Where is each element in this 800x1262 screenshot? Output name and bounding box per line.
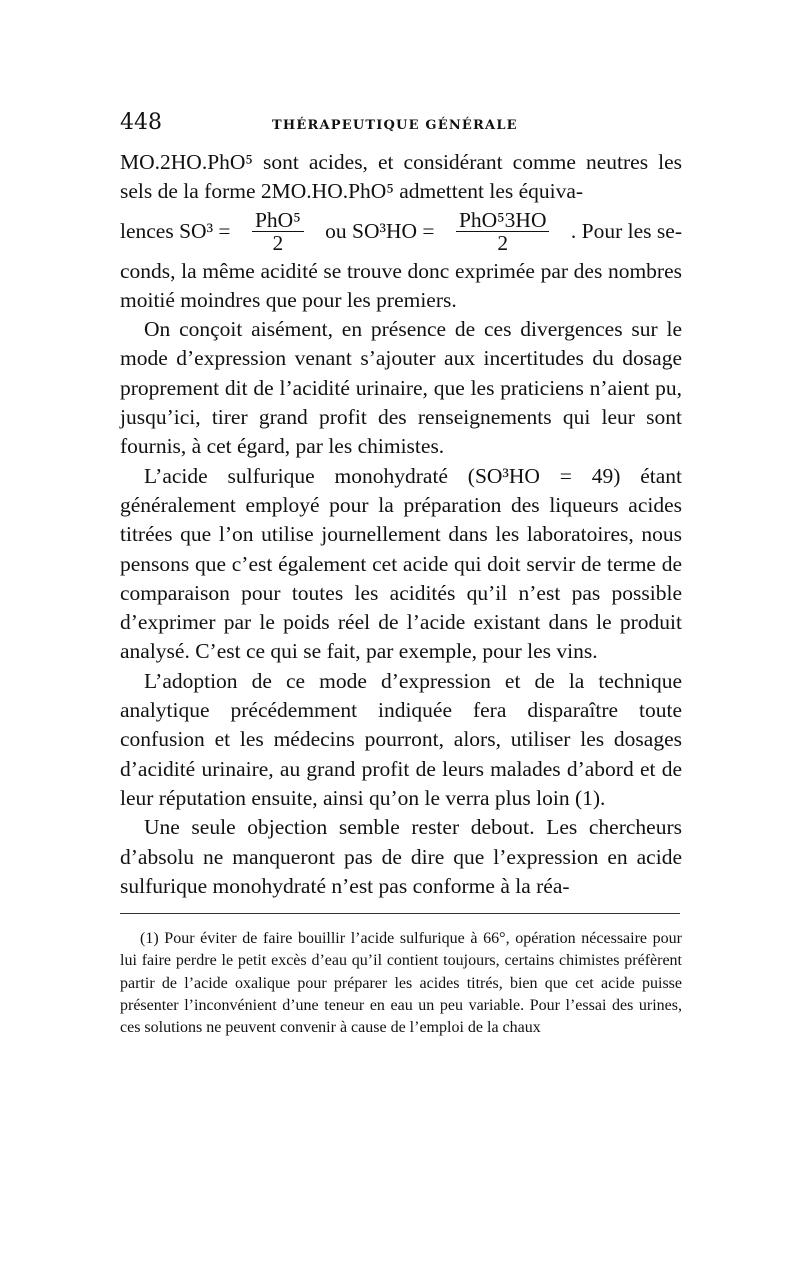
paragraph: On conçoit aisément, en présence de ces divergences sur le mode d’expression venant s’ajouter aux incertitudes du dosage proprement dit de l’acidité urinaire, que les praticiens n’aient pu, jusqu’ici, tirer grand profit des renseignements qui leur sont fournis, à cet égard, par les chimistes. [120,317,682,459]
running-title: THÉRAPEUTIQUE GÉNÉRALE [272,118,518,133]
fraction-denominator: 2 [272,231,284,256]
equation-middle: ou SO³HO = [325,218,435,243]
fraction-phosphoric [252,209,304,254]
page-header [120,110,682,144]
fraction-hydrated [456,209,550,254]
equation-tail: . Pour les se- [570,218,682,243]
paragraph-continuation: conds, la même acidité se trouve donc exprimée par des nombres moitié moindres que pour les premiers. [120,258,682,312]
paragraph: L’adoption de ce mode d’expression et de la technique analytique précédemment indiquée fera disparaître toute confusion et les médecins pourront, alors, utiliser les dosages d’acidité urinaire, au grand profit de leurs malades d’abord et de leur réputation ensuite, ainsi qu’on le verra plus loin (1). [120,668,682,810]
page-number: 448 [120,110,162,135]
equation-line [120,207,682,257]
fraction-numerator: PhO⁵ [252,209,304,232]
paragraph: Une seule objection semble rester debout. Les chercheurs d’absolu ne manqueront pas de dire que l’expression en acide sulfurique monohydraté n’est pas conforme à la réa- [120,815,682,898]
fraction-denominator: 2 [497,231,509,256]
equation-lead: lences SO³ = [120,218,231,243]
footnote-divider [120,913,680,914]
intro-text: MO.2HO.PhO⁵ sont acides, et considérant comme neutres les sels de la forme 2MO.HO.PhO⁵ admettent les équiva- [120,150,682,204]
footnote [120,928,682,1039]
footnote-text: (1) Pour éviter de faire bouillir l’acide sulfurique à 66°, opération nécessaire pour lui faire perdre le petit excès d’eau qu’il contient toujours, certains chimistes préfèrent partir de l’acide oxalique pour préparer les acides titrés, bien que cet acide puisse présenter l’inconvénient d’une teneur en eau un peu variable. Pour l’essai des urines, ces solutions ne peuvent convenir à cause de l’emploi de la chaux [120,930,682,1036]
body-text [120,148,682,901]
fraction-numerator: PhO⁵3HO [456,209,550,232]
book-page [120,110,682,1039]
paragraph: L’acide sulfurique monohydraté (SO³HO = 49) étant généralement employé pour la préparation des liqueurs acides titrées que l’on utilise journellement dans les laboratoires, nous pensons que c’est également cet acide qui doit servir de terme de comparaison pour toutes les acidités qu’il n’est pas possible d’exprimer par le poids réel de l’acide existant dans le produit analysé. C’est ce qui se fait, par exemple, pour les vins. [120,463,682,664]
